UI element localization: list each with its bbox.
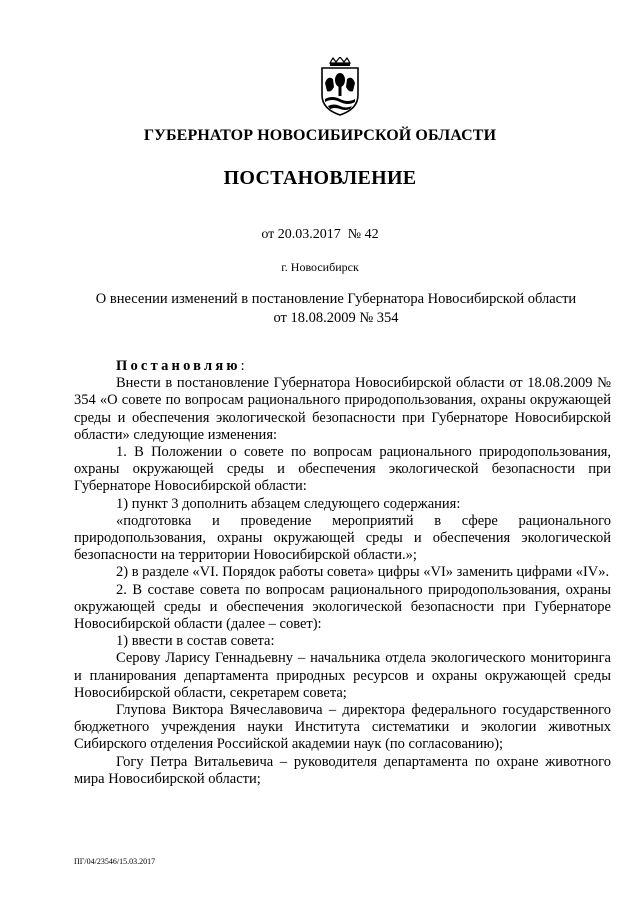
document-city: г. Новосибирск	[281, 260, 359, 274]
document-footer-code: ПГ/04/23546/15.03.2017	[74, 857, 156, 866]
body-paragraph: «подготовка и проведение мероприятий в сфере рационального природопользования, охраны окружающей среды и обеспечения экологической безопасности на территории Новосибирской области.»;	[74, 512, 611, 564]
body-paragraph: Гогу Петра Витальевича – руководителя департамента по охране животного мира Новосибирской области;	[74, 753, 611, 787]
resolve-line	[74, 358, 611, 375]
document-body	[74, 358, 611, 788]
body-paragraph: Внести в постановление Губернатора Новосибирской области от 18.08.2009 № 354 «О совете по вопросам рационального природопользования, охраны окружающей среды и обеспечения экологической безопасности при Губернаторе Новосибирской области» следующие изменения:	[74, 375, 611, 443]
body-paragraph: 2. В составе совета по вопросам рационального природопользования, охраны окружающей среды и обеспечения экологической безопасности при Губернаторе Новосибирской области (далее – совет):	[74, 581, 611, 633]
body-paragraph: Серову Ларису Геннадьевну – начальника отдела экологического мониторинга и планирования департамента природных ресурсов и охраны окружающей среды Новосибирской области, секретарем совета;	[74, 650, 611, 701]
document-subject	[0, 290, 640, 328]
body-paragraph: Глупова Виктора Вячеславовича – директора федерального государственного бюджетного учреждения науки Института систематики и экологии животных Сибирского отделения Российской академии наук (по согласованию);	[74, 702, 611, 753]
body-paragraph: 2) в разделе «VI. Порядок работы совета» цифры «VI» заменить цифрами «IV».	[116, 564, 610, 581]
resolve-word: Постановляю	[116, 358, 241, 374]
resolve-colon: :	[240, 358, 245, 374]
document-subject-line-2: от 18.08.2009 № 354	[273, 310, 399, 326]
body-paragraph: 1) пункт 3 дополнить абзацем следующего содержания:	[116, 495, 461, 512]
document-date-number: от 20.03.2017 № 42	[261, 227, 379, 242]
body-paragraph: 1. В Положении о совете по вопросам рационального природопользования, охраны окружающей среды и обеспечения экологической безопасности при Губернаторе Новосибирской области:	[74, 444, 611, 495]
novosibirsk-coat-of-arms-icon	[316, 57, 364, 117]
document-type: ПОСТАНОВЛЕНИЕ	[223, 167, 417, 189]
governor-title: ГУБЕРНАТОР НОВОСИБИРСКОЙ ОБЛАСТИ	[143, 127, 497, 144]
document-subject-line-1: О внесении изменений в постановление Губернатора Новосибирской области	[95, 291, 577, 307]
body-paragraph: 1) ввести в состав совета:	[116, 633, 275, 650]
